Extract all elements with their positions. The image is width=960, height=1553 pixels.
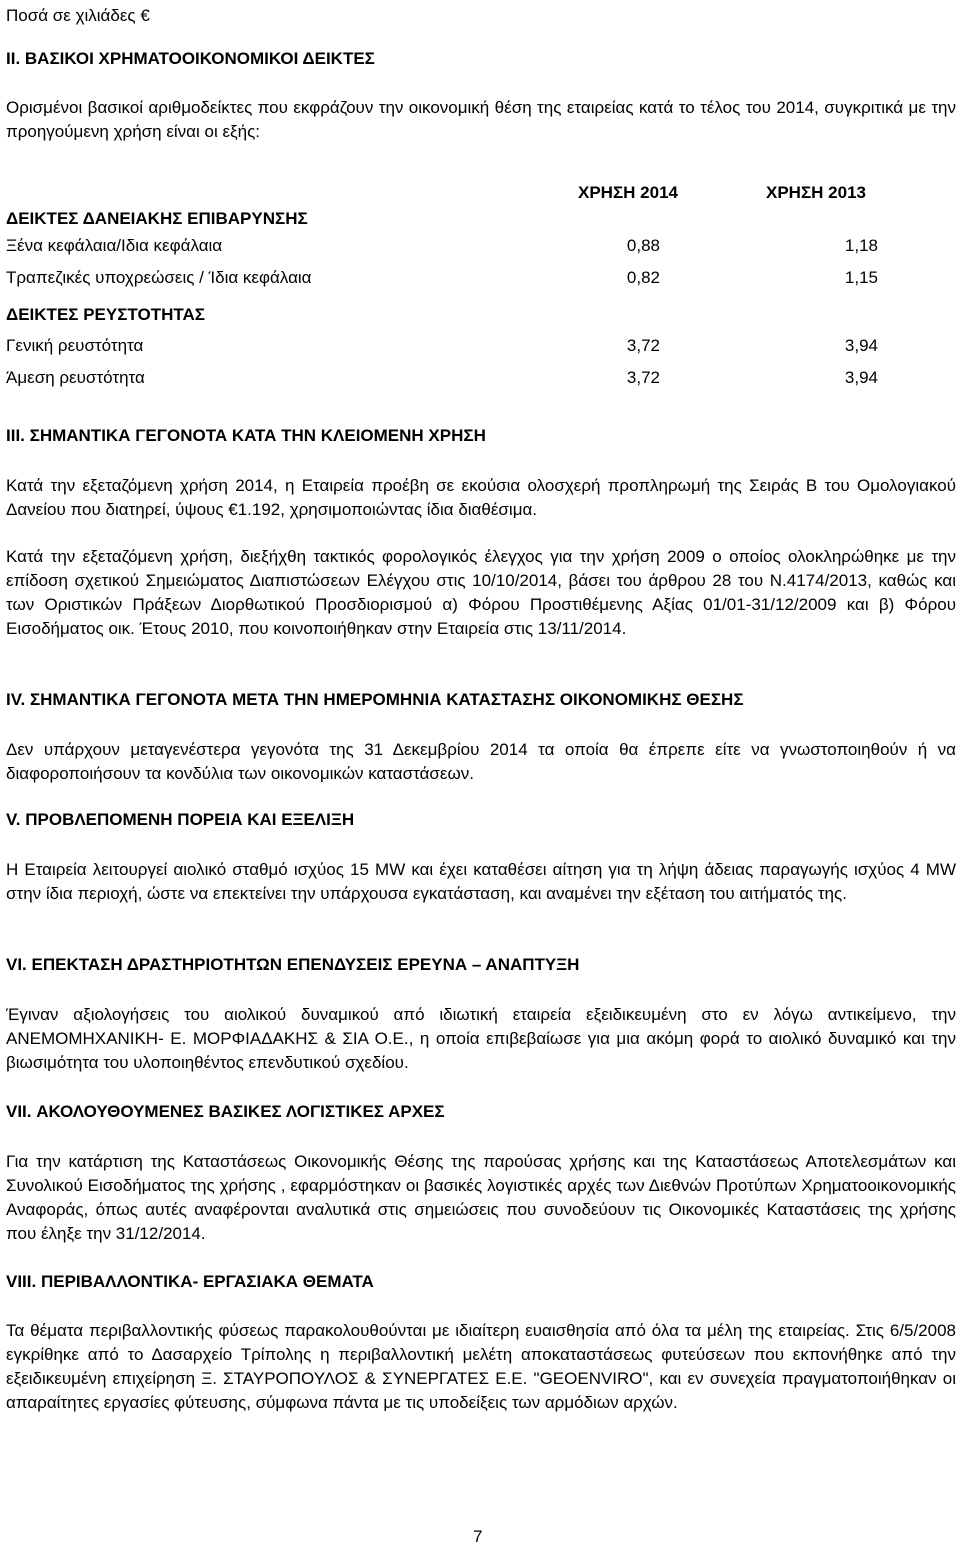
section-v-title: V. ΠΡΟΒΛΕΠΟΜΕΝΗ ΠΟΡΕΙΑ ΚΑΙ ΕΞΕΛΙΞΗ [6, 810, 355, 829]
ratio-value-2014: 3,72 [626, 368, 660, 387]
section-iv-paragraph: Δεν υπάρχουν μεταγενέστερα γεγονότα της 31 Δεκεμβρίου 2014 τα οποία θα έπρεπε είτε να γνωστοποιηθούν ή να διαφοροποιήσουν τα κονδύλια των οικονομικών καταστάσεων. [6, 740, 956, 783]
section-v-paragraph: Η Εταιρεία λειτουργεί αιολικό σταθμό ισχύος 15 MW και έχει καταθέσει αίτηση για τη λήψη άδειας παραγωγής ισχύος 4 MW στην ίδια περιοχή, ώστε να επεκτείνει την υπάρχουσα εγκατάσταση, και αναμένει την εξέταση του αιτήματός της. [6, 860, 956, 903]
section-iii-paragraph-2: Κατά την εξεταζόμενη χρήση, διεξήχθη τακτικός φορολογικός έλεγχος για την χρήση 2009 ο οποίος ολοκληρώθηκε με την επίδοση σχετικού Σημειώματος Διαπιστώσεων Ελέγχου στις 10/10/2014, βάσει του άρθρου 28 του Ν.4174/2013, καθώς και των Οριστικών Πράξεων Διορθωτικού Προσδιορισμού α) Φόρου Προστιθέμενης Αξίας 01/01-31/12/2009 και β) Φόρου Εισοδήματος οικ. Έτους 2010, που κοινοποιήθηκαν στην Εταιρεία στις 13/11/2014. [6, 547, 956, 638]
ratio-value-2013: 1,18 [844, 236, 878, 255]
ratio-label: Ξένα κεφάλαια/Ιδια κεφάλαια [6, 236, 223, 255]
section-iii-paragraph-1: Κατά την εξεταζόμενη χρήση 2014, η Εταιρεία προέβη σε εκούσια ολοσχερή προπληρωμή της Σειράς Β του Ομολογιακού Δανείου που διατηρεί, ύψους €1.192, χρησιμοποιώντας ίδια διαθέσιμα. [6, 476, 956, 519]
ratio-label: Άμεση ρευστότητα [6, 368, 145, 387]
ratio-value-2013: 1,15 [844, 268, 878, 287]
ratio-value-2014: 3,72 [626, 336, 660, 355]
section-vii-paragraph: Για την κατάρτιση της Καταστάσεως Οικονομικής Θέσης της παρούσας χρήσης και της Καταστάσεως Αποτελεσμάτων και Συνολικού Εισοδήματος της χρήσης , εφαρμόστηκαν οι βασικές λογιστικές αρχές των Διεθνών Προτύπων Χρηματοοικονομικής Αναφοράς, όπως αυτές αναφέρονται αναλυτικά στις σημειώσεις που συνοδεύουν τις Οικονομικές Καταστάσεις της χρήσης που έληξε την 31/12/2014. [6, 1152, 956, 1243]
ratio-value-2013: 3,94 [844, 336, 878, 355]
section-iv-title: IV. ΣΗΜΑΝΤΙΚΑ ΓΕΓΟΝΟΤΑ ΜΕΤΑ ΤΗΝ ΗΜΕΡΟΜΗΝΙΑ ΚΑΤΑΣΤΑΣΗΣ ΟΙΚΟΝΟΜΙΚΗΣ ΘΕΣΗΣ [6, 690, 744, 709]
column-header-2014: ΧΡΗΣΗ 2014 [578, 183, 678, 202]
section-viii-paragraph: Τα θέματα περιβαλλοντικής φύσεως παρακολουθούνται με ιδιαίτερη ευαισθησία από όλα τα μέλη της εταιρείας. Στις 6/5/2008 εγκρίθηκε από το Δασαρχείο Τρίπολης η περιβαλλοντική μελέτη αποκαταστάσεως φυτεύσεων που εκπονήθηκε από την εξειδικευμένη επιχείρηση Ξ. ΣΤΑΥΡΟΠΟΥΛΟΣ & ΣΥΝΕΡΓΑΤΕΣ Ε.Ε. "GEOENVIRO", και εν συνεχεία πραγματοποιήθηκαν οι απαραίτητες εργασίες φύτευσης, σύμφωνα πάντα με τις υποδείξεις των αρμόδιων αρχών. [6, 1321, 956, 1412]
section-ii-intro: Ορισμένοι βασικοί αριθμοδείκτες που εκφράζουν την οικονομική θέση της εταιρείας κατά το τέλος του 2014, συγκριτικά με την προηγούμενη χρήση είναι οι εξής: [6, 98, 956, 141]
ratio-value-2013: 3,94 [844, 368, 878, 387]
group-liquidity-title: ΔΕΙΚΤΕΣ ΡΕΥΣΤΟΤΗΤΑΣ [6, 305, 205, 324]
section-vii-title: VII. ΑΚΟΛΟΥΘΟΥΜΕΝΕΣ ΒΑΣΙΚΕΣ ΛΟΓΙΣΤΙΚΕΣ ΑΡΧΕΣ [6, 1102, 445, 1121]
section-viii-title: VIII. ΠΕΡΙΒΑΛΛΟΝΤΙΚΑ- ΕΡΓΑΣΙΑΚΑ ΘΕΜΑΤΑ [6, 1272, 374, 1291]
ratio-value-2014: 0,88 [626, 236, 660, 255]
section-ii-title: II. ΒΑΣΙΚΟΙ ΧΡΗΜΑΤΟΟΙΚΟΝΟΜΙΚΟΙ ΔΕΙΚΤΕΣ [6, 49, 375, 68]
column-header-2013: ΧΡΗΣΗ 2013 [766, 183, 866, 202]
section-vi-paragraph: Έγιναν αξιολογήσεις του αιολικού δυναμικού από ιδιωτική εταιρεία εξειδικευμένη στο εν λόγω αντικείμενο, την ΑΝΕΜΟΜΗΧΑΝΙΚΗ- Ε. ΜΟΡΦΙΑΔΑΚΗΣ & ΣΙΑ Ο.Ε., η οποία επιβεβαίωσε για μια ακόμη φορά το αιολικό δυναμικό και την βιωσιμότητα του υλοποιηθέντος επενδυτικού σχεδίου. [6, 1005, 956, 1072]
page-number: 7 [473, 1527, 483, 1546]
currency-note: Ποσά σε χιλιάδες € [6, 6, 150, 25]
ratio-label: Γενική ρευστότητα [6, 336, 144, 355]
ratio-label: Τραπεζικές υποχρεώσεις / Ίδια κεφάλαια [6, 268, 312, 287]
group-leverage-title: ΔΕΙΚΤΕΣ ΔΑΝΕΙΑΚΗΣ ΕΠΙΒΑΡΥΝΣΗΣ [6, 209, 308, 228]
ratio-value-2014: 0,82 [626, 268, 660, 287]
section-vi-title: VI. ΕΠΕΚΤΑΣΗ ΔΡΑΣΤΗΡΙΟΤΗΤΩΝ ΕΠΕΝΔΥΣΕΙΣ ΕΡΕΥΝΑ – ΑΝΑΠΤΥΞΗ [6, 955, 580, 974]
section-iii-title: III. ΣΗΜΑΝΤΙΚΑ ΓΕΓΟΝΟΤΑ ΚΑΤΑ ΤΗΝ ΚΛΕΙΟΜΕΝΗ ΧΡΗΣΗ [6, 426, 486, 445]
